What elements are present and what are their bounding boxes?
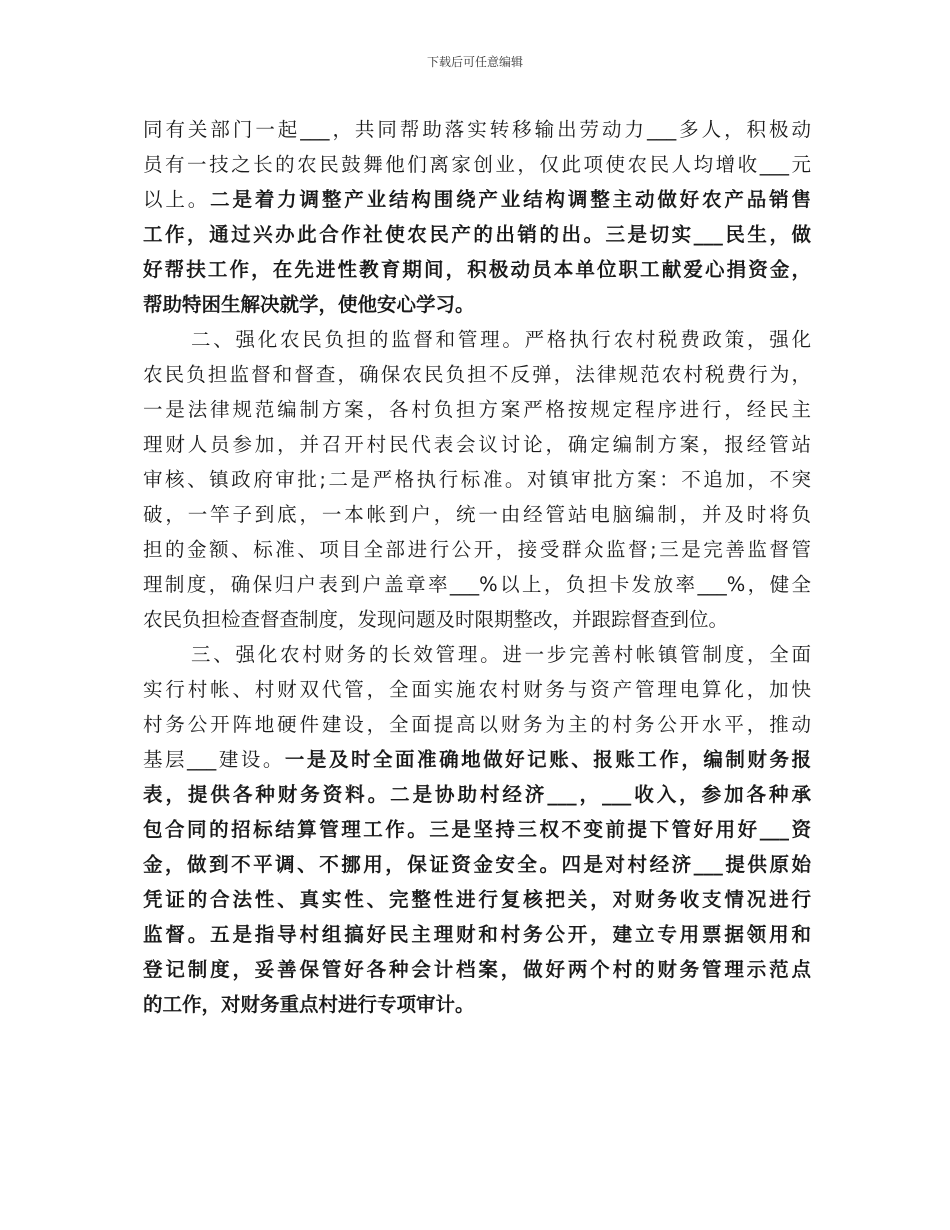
text-line [143, 777, 811, 812]
bold-text-segment: 监督。五是指导村组搞好民主理财和村务公开，建立专用票据领用和 [143, 923, 811, 946]
text-line [143, 182, 811, 217]
text-segment: 村务公开阵地硬件建设，全面提高以财务为主的村务公开水平，推动 [143, 713, 811, 736]
text-line [143, 812, 811, 847]
bold-text-segment: 一是及时全面准确地做好记账、报账工作，编制财务报 [284, 748, 811, 771]
text-line [143, 252, 811, 287]
text-segment: 基层___建设。 [143, 748, 285, 771]
bold-text-segment: 好帮扶工作，在先进性教育期间，积极动员本单位职工献爱心捐资金， [143, 258, 811, 281]
text-line [143, 637, 811, 672]
text-line [143, 147, 811, 182]
text-line [143, 322, 811, 357]
text-line [143, 392, 811, 427]
document-body [143, 112, 811, 1022]
text-segment: 员有一技之长的农民鼓舞他们离家创业，仅此项使农民人均增收___元 [143, 153, 811, 176]
text-line [143, 917, 811, 952]
text-line [143, 357, 811, 392]
bold-text-segment: 凭证的合法性、真实性、完整性进行复核把关，对财务收支情况进行 [143, 888, 811, 911]
text-segment: 一是法律规范编制方案，各村负担方案严格按规定程序进行，经民主 [143, 398, 811, 421]
text-segment: 二、强化农民负担的监督和管理。严格执行农村税费政策，强化 [191, 328, 811, 351]
text-line [143, 742, 811, 777]
text-segment: 农民负担监督和督查，确保农民负担不反弹，法律规范农村税费行为， [143, 363, 811, 386]
text-line [143, 882, 811, 917]
text-segment: 担的金额、标准、项目全部进行公开，接受群众监督;三是完善监督管 [143, 538, 811, 561]
text-line [143, 567, 811, 602]
text-line [143, 217, 811, 252]
text-segment: 理制度，确保归户表到户盖章率___%以上，负担卡发放率___%，健全 [143, 573, 811, 596]
bold-text-segment: 金，做到不平调、不挪用，保证资金安全。四是对村经济___提供原始 [143, 853, 811, 876]
text-segment: 农民负担检查督查制度，发现问题及时限期整改，并跟踪督查到位。 [143, 608, 729, 631]
bold-text-segment: 登记制度，妥善保管好各种会计档案，做好两个村的财务管理示范点 [143, 958, 811, 981]
text-line [143, 987, 811, 1022]
bold-text-segment: 二是着力调整产业结构围绕产业结构调整主动做好农产品销售 [210, 188, 811, 211]
text-segment: 以上。 [143, 188, 211, 211]
text-line [143, 672, 811, 707]
text-line [143, 462, 811, 497]
text-segment: 审核、镇政府审批;二是严格执行标准。对镇审批方案：不追加，不突 [143, 468, 811, 491]
bold-text-segment: 工作，通过兴办此合作社使农民产的出销的出。三是切实___民生，做 [143, 223, 811, 246]
text-line [143, 707, 811, 742]
text-segment: 实行村帐、村财双代管，全面实施农村财务与资产管理电算化，加快 [143, 678, 811, 701]
bold-text-segment: 帮助特困生解决就学，使他安心学习。 [143, 293, 475, 316]
text-segment: 破，一竿子到底，一本帐到户，统一由经管站电脑编制，并及时将负 [143, 503, 811, 526]
bold-text-segment: 的工作，对财务重点村进行专项审计。 [143, 993, 475, 1016]
text-line [143, 952, 811, 987]
text-line [143, 287, 811, 322]
text-segment: 三、强化农村财务的长效管理。进一步完善村帐镇管制度，全面 [191, 643, 811, 666]
bold-text-segment: 包合同的招标结算管理工作。三是坚持三权不变前提下管好用好___资 [143, 818, 811, 841]
text-line [143, 112, 811, 147]
page-header: 下载后可任意编辑 [426, 55, 523, 69]
text-line [143, 497, 811, 532]
text-line [143, 602, 811, 637]
text-segment: 理财人员参加，并召开村民代表会议讨论，确定编制方案，报经管站 [143, 433, 811, 456]
text-segment: 同有关部门一起___，共同帮助落实转移输出劳动力___多人，积极动 [143, 118, 811, 141]
text-line [143, 427, 811, 462]
text-line [143, 532, 811, 567]
bold-text-segment: 表，提供各种财务资料。二是协助村经济___，___收入，参加各种承 [143, 783, 811, 806]
text-line [143, 847, 811, 882]
